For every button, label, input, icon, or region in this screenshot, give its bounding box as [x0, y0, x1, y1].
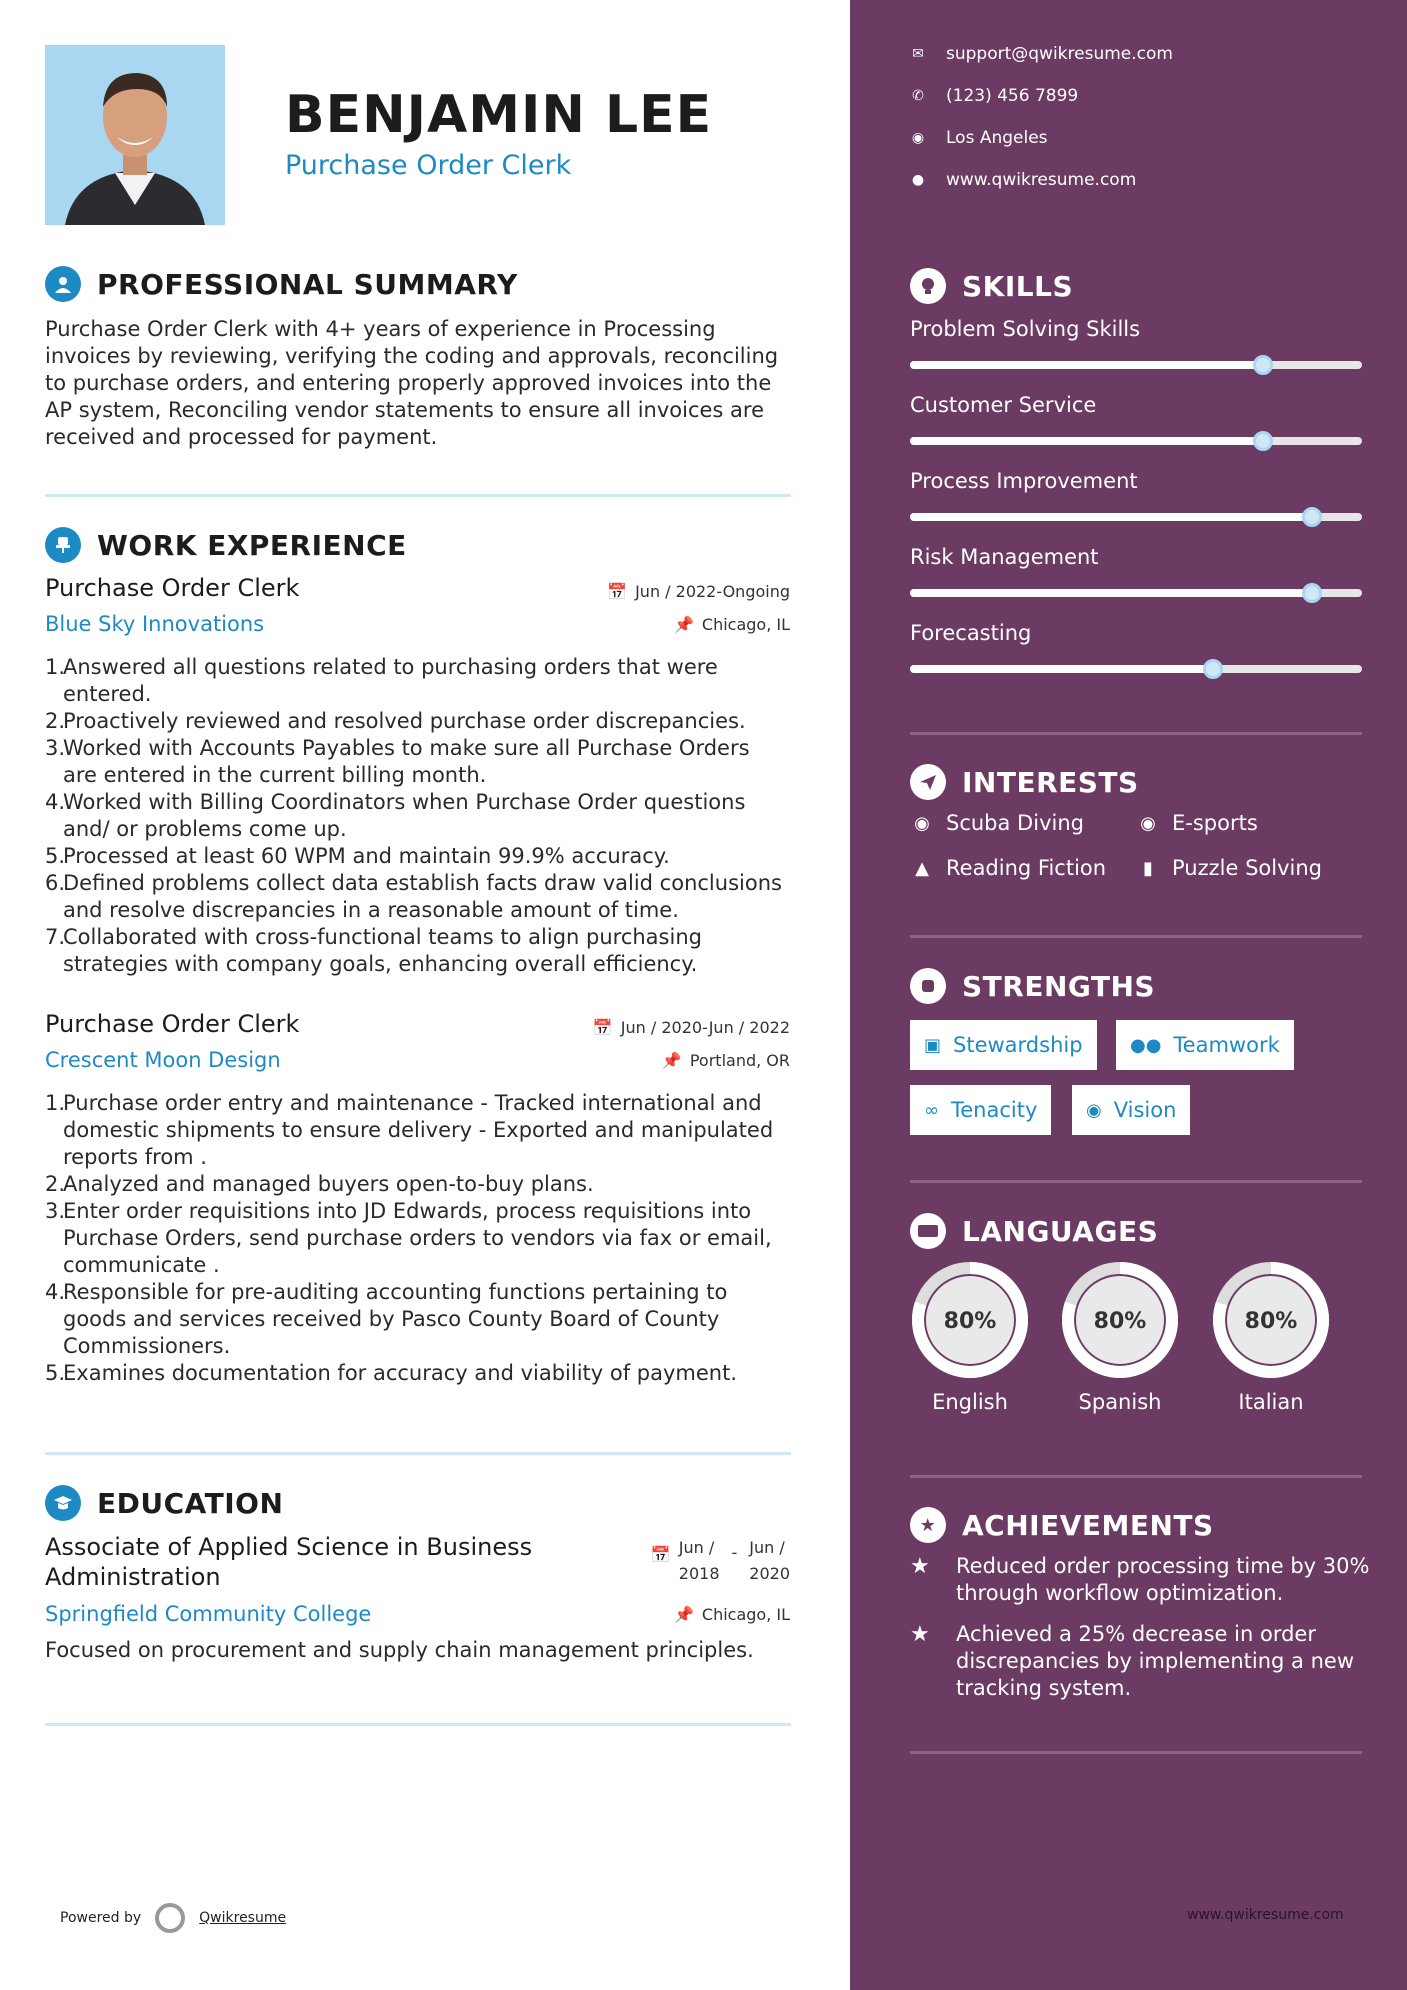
skill-bar-fill	[910, 589, 1312, 597]
job-title: Purchase Order Clerk	[45, 574, 300, 602]
powered-by-label: Powered by	[60, 1910, 142, 1926]
language-percent: 80%	[1093, 1309, 1147, 1334]
interest-item	[1136, 856, 1322, 880]
calendar-icon: 📅	[592, 1018, 613, 1037]
contact-email[interactable]	[910, 44, 1173, 64]
language-percent: 80%	[943, 1309, 997, 1334]
shooting-star-icon: ★	[910, 1622, 930, 1647]
skill-label: Customer Service	[910, 393, 1097, 417]
interest-item	[910, 856, 1106, 880]
pin-icon: 📌	[661, 1051, 682, 1070]
section-divider	[910, 1180, 1362, 1183]
contact-website[interactable]	[910, 170, 1136, 190]
interest-item	[910, 811, 1084, 835]
interest-label: Reading Fiction	[946, 856, 1107, 880]
job-title: Purchase Order Clerk	[45, 1010, 300, 1038]
languages-title: LANGUAGES	[962, 1214, 1159, 1248]
job-date	[607, 582, 790, 601]
contact-website-text: www.qwikresume.com	[946, 170, 1137, 190]
qwikresume-link[interactable]: Qwikresume	[199, 1910, 287, 1926]
list-item: 1. Answered all questions related to purchasing orders that were entered.	[45, 655, 718, 706]
list-item: 1. Purchase order entry and maintenance - Tracked international and domestic shipments to ensure delivery - Exported and manipulated reports from .	[45, 1091, 774, 1169]
summary-title: PROFESSIONAL SUMMARY	[97, 267, 518, 301]
skill-label: Process Improvement	[910, 469, 1138, 493]
school-name: Springfield Community College	[45, 1602, 372, 1626]
strength-label: Teamwork	[1173, 1033, 1280, 1057]
education-date	[651, 1535, 790, 1587]
phone-icon: ✆	[912, 88, 924, 104]
skill-bar-knob	[1302, 583, 1322, 603]
qwikresume-logo-icon	[155, 1903, 185, 1933]
job-location	[662, 1051, 790, 1070]
link-icon: ∞	[924, 1099, 939, 1121]
skill-bar-knob	[1203, 659, 1223, 679]
achievement-text: Achieved a 25% decrease in order discrepancies by implementing a new tracking system.	[956, 1622, 1354, 1700]
list-item: 7. Collaborated with cross-functional teams to align purchasing strategies with company goals, enhancing overall efficiency.	[45, 925, 702, 976]
job-location	[674, 615, 790, 634]
language-ring	[1211, 1260, 1331, 1380]
list-item: 5. Processed at least 60 WPM and maintain 99.9% accuracy.	[45, 844, 670, 868]
education-location	[674, 1605, 790, 1624]
skill-bar	[910, 437, 1362, 445]
skill-bar-fill	[910, 665, 1213, 673]
achievements-title: ACHIEVEMENTS	[962, 1508, 1214, 1542]
language-ring	[910, 1260, 1030, 1380]
skill-bar-fill	[910, 361, 1263, 369]
skill-bar	[910, 589, 1362, 597]
job-company: Crescent Moon Design	[45, 1048, 281, 1072]
skills-heading	[910, 268, 1073, 304]
section-divider	[45, 1723, 791, 1726]
shooting-star-icon: ★	[910, 1554, 930, 1579]
skill-bar-knob	[1253, 431, 1273, 451]
pin-icon: 📌	[673, 615, 694, 634]
fist-icon	[910, 968, 946, 1004]
skill-label: Risk Management	[910, 545, 1099, 569]
education-heading	[45, 1485, 283, 1521]
candidate-role: Purchase Order Clerk	[285, 150, 572, 181]
graduate-icon	[45, 1485, 81, 1521]
section-divider	[910, 732, 1362, 735]
strength-label: Vision	[1113, 1098, 1177, 1122]
language-name: English	[932, 1390, 1008, 1414]
life-ring-icon: ◉	[914, 812, 930, 834]
skills-title: SKILLS	[962, 269, 1074, 303]
language-name: Spanish	[1078, 1390, 1162, 1414]
list-item: 3. Enter order requisitions into JD Edwards, process requisitions into Purchase Orders, send purchase orders to vendors via fax or email, communicate .	[45, 1199, 772, 1277]
interest-label: Puzzle Solving	[1172, 856, 1322, 880]
strength-tag	[910, 1085, 1051, 1135]
achievement-item	[910, 1553, 1370, 1607]
section-divider	[45, 494, 791, 497]
language-item	[1060, 1260, 1180, 1414]
job-location-text: Chicago, IL	[701, 615, 790, 634]
gamepad-icon: ▲	[915, 857, 929, 879]
skill-bar	[910, 665, 1362, 673]
skill-bar	[910, 513, 1362, 521]
experience-heading	[45, 527, 407, 563]
achievement-text: Reduced order processing time by 30% through workflow optimization.	[956, 1554, 1370, 1605]
job-date-text: Jun / 2020-Jun / 2022	[620, 1018, 790, 1037]
list-item: 6. Defined problems collect data establish facts draw valid conclusions and resolve discrepancies in a reasonable amount of time.	[45, 871, 782, 922]
lightbulb-icon	[910, 268, 946, 304]
date-separator: -	[731, 1543, 738, 1562]
profile-photo	[45, 45, 225, 225]
paper-plane-icon	[910, 764, 946, 800]
list-item: 4. Worked with Billing Coordinators when Purchase Order questions and/ or problems come up.	[45, 790, 746, 841]
job-company: Blue Sky Innovations	[45, 612, 265, 636]
user-icon	[45, 266, 81, 302]
contact-phone[interactable]	[910, 86, 1078, 106]
briefcase-icon: ▣	[924, 1034, 942, 1056]
list-item: 2. Analyzed and managed buyers open-to-buy plans.	[45, 1172, 594, 1196]
skill-bar-fill	[910, 513, 1312, 521]
strength-tag	[910, 1020, 1097, 1070]
job-bullets	[45, 654, 790, 978]
section-divider	[910, 1751, 1362, 1754]
date-end: Jun / 2020	[749, 1538, 790, 1583]
globe-icon: ●	[911, 172, 925, 188]
language-name: Italian	[1238, 1390, 1304, 1414]
achievement-item	[910, 1621, 1370, 1702]
interests-title: INTERESTS	[962, 765, 1139, 799]
skill-label: Problem Solving Skills	[910, 317, 1141, 341]
languages-heading	[910, 1213, 1158, 1249]
interest-label: E-sports	[1172, 811, 1258, 835]
summary-heading	[45, 266, 518, 302]
contact-location	[910, 128, 1048, 148]
education-location-text: Chicago, IL	[701, 1605, 790, 1624]
binoculars-icon: ◉	[1086, 1099, 1102, 1121]
map-pin-icon: ◉	[911, 130, 925, 146]
language-icon	[910, 1213, 946, 1249]
job-location-text: Portland, OR	[689, 1051, 790, 1070]
strength-tag	[1116, 1020, 1294, 1070]
interest-item	[1136, 811, 1258, 835]
language-item	[910, 1260, 1030, 1414]
pin-icon: 📌	[673, 1605, 694, 1624]
degree-title-line: Associate of Applied Science in Business	[45, 1533, 533, 1561]
summary-text: Purchase Order Clerk with 4+ years of experience in Processing invoices by reviewing, verifying the coding and approvals, reconciling to purchase orders, and entering properly approved invoices into the AP system, Reconciling vendor statements to ensure all invoices are received and processed for payment.	[45, 317, 779, 449]
degree-title	[45, 1532, 605, 1592]
envelope-icon: ✉	[912, 46, 924, 62]
skill-label: Forecasting	[910, 621, 1032, 645]
life-ring-icon: ◉	[1140, 812, 1156, 834]
star-badge-icon: ★	[910, 1507, 946, 1543]
language-ring	[1060, 1260, 1180, 1380]
interest-label: Scuba Diving	[946, 811, 1084, 835]
degree-title-line: Administration	[45, 1563, 221, 1591]
sidebar	[850, 0, 1407, 1990]
contact-location-text: Los Angeles	[946, 128, 1048, 148]
contact-phone-text: (123) 456 7899	[946, 86, 1079, 106]
calendar-icon: 📅	[650, 1545, 671, 1564]
strength-label: Stewardship	[953, 1033, 1083, 1057]
chair-icon	[45, 527, 81, 563]
list-item: 4. Responsible for pre-auditing accounting functions pertaining to goods and services received by Pasco County Board of County Commissioners.	[45, 1280, 728, 1358]
education-title: EDUCATION	[97, 1486, 284, 1520]
job-date	[593, 1018, 790, 1037]
skill-bar-knob	[1253, 355, 1273, 375]
language-item	[1211, 1260, 1331, 1414]
strength-label: Tenacity	[951, 1098, 1038, 1122]
language-percent: 80%	[1244, 1309, 1298, 1334]
section-divider	[45, 1452, 791, 1455]
powered-by	[60, 1903, 286, 1933]
strength-tag	[1072, 1085, 1190, 1135]
skill-bar	[910, 361, 1362, 369]
section-divider	[910, 1475, 1362, 1478]
interests-heading	[910, 764, 1139, 800]
achievements-heading	[910, 1507, 1214, 1543]
candidate-name: BENJAMIN LEE	[285, 85, 713, 145]
strengths-heading	[910, 968, 1155, 1004]
job-bullets	[45, 1090, 790, 1387]
job-date-text: Jun / 2022-Ongoing	[635, 582, 790, 601]
footer-url[interactable]: www.qwikresume.com	[1187, 1907, 1344, 1923]
skill-bar-knob	[1302, 507, 1322, 527]
section-divider	[910, 935, 1362, 938]
list-item: 5. Examines documentation for accuracy and viability of payment.	[45, 1361, 738, 1385]
date-start: Jun / 2018	[678, 1538, 720, 1583]
skill-bar-fill	[910, 437, 1263, 445]
users-icon: ●●	[1130, 1034, 1162, 1056]
list-item: 3. Worked with Accounts Payables to make sure all Purchase Orders are entered in the current billing month.	[45, 736, 750, 787]
experience-title: WORK EXPERIENCE	[97, 528, 407, 562]
strengths-title: STRENGTHS	[962, 969, 1156, 1003]
list-item: 2. Proactively reviewed and resolved purchase order discrepancies.	[45, 709, 746, 733]
education-description: Focused on procurement and supply chain management principles.	[45, 1638, 754, 1662]
contact-email-text: support@qwikresume.com	[946, 44, 1173, 64]
calendar-icon: 📅	[607, 582, 628, 601]
book-icon: ▮	[1143, 857, 1153, 879]
